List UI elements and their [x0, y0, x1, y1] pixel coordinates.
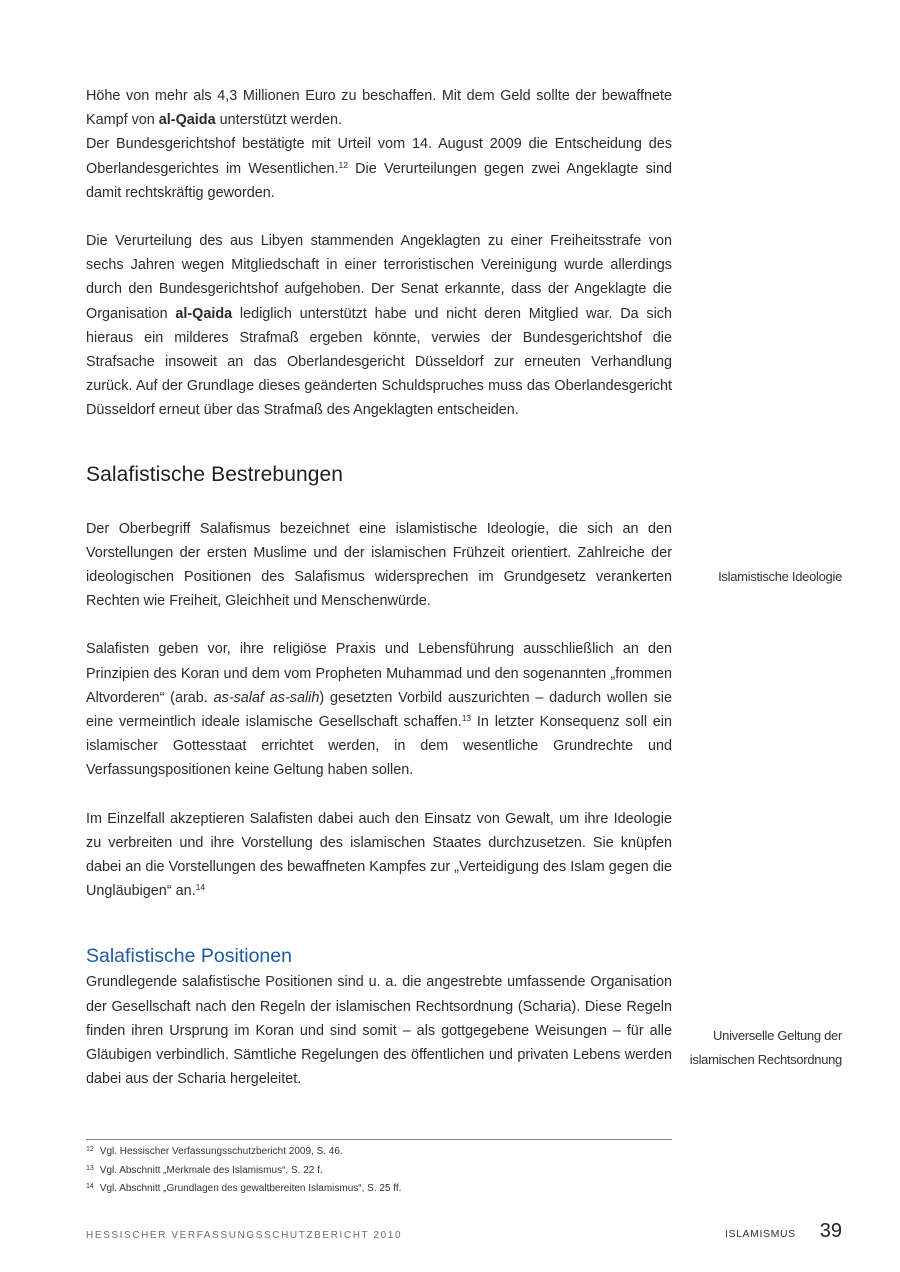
paragraph-salafist-practice: Salafisten geben vor, ihre religiöse Praxis und Lebensführung ausschließlich an den Prinzipien des Koran und dem vom Propheten Muhammad und den sogenannten „frommen Altvorderen“ (arab. as-salaf as-salih) gesetzten Vorbild auszurichten – dadurch wollen sie eine vermeintlich ideale islamische Gesellschaft schaffen.$^{13}$ In letzter Konsequenz soll ein islamischer Gottesstaat errichtet werden, in dem wesentliche Grundrechte und Verfassungspositionen keine Geltung haben sollen. [86, 641, 672, 779]
footnote-ref-12: 12 [338, 159, 348, 170]
footer-section-name: ISLAMISMUS [724, 1228, 796, 1240]
org-name-al-qaida: al-Qaida [158, 112, 216, 129]
margin-note-ideology: Islamistische Ideologie [718, 569, 842, 584]
footnote-ref-14: 14 [195, 882, 206, 893]
section-heading: Salafistische Bestrebungen [86, 462, 344, 486]
footer-page-info [725, 1220, 842, 1243]
paragraph-salafist-positions: Grundlegende salafistische Positionen sind u. a. die angestrebte umfassende Organisation der Gesellschaft nach den Regeln der islamischen Rechtsordnung (Scharia). Diese Regeln finden ihren Ursprung im Koran und sind somit – als gottgegebene Weisungen – für alle Gläubigen verbindlich. Sämtliche Regelungen des öffentlichen und privaten Lebens werden dabei aus der Scharia hergeleitet. [86, 974, 672, 1088]
footnote-ref-13: 13 [461, 713, 472, 724]
paragraph-funding: Höhe von mehr als 4,3 Millionen Euro zu beschaffen. Mit dem Geld sollte der bewaffnete Kampf von al-Qaida unterstützt werden. [86, 88, 672, 129]
footnote-item: $^{14}$ Vgl. Abschnitt „Grundlagen des gewaltbereiten Islamismus“, S. 25 ff. [86, 1183, 402, 1194]
subsection-heading: Salafistische Positionen [86, 945, 292, 968]
footer-publication-title: HESSISCHER VERFASSUNGSSCHUTZBERICHT 2010 [86, 1230, 403, 1241]
footnote-item: $^{12}$ Vgl. Hessischer Verfassungsschutzbericht 2009, S. 46. [86, 1146, 343, 1157]
main-text-column [86, 84, 672, 1092]
paragraph-salafism-definition: Der Oberbegriff Salafismus bezeichnet eine islamistische Ideologie, die sich an den Vorstellungen der ersten Muslime und der islamischen Frühzeit orientiert. Zahlreiche der ideologischen Positionen des Salafismus widersprechen im Grundgesetz verankerten Rechten wie Freiheit, Gleichheit und Menschenwürde. [86, 520, 672, 610]
margin-note-legal-order: Universelle Geltung der islamischen Rechtsordnung [689, 1028, 842, 1067]
paragraph-violence: Im Einzelfall akzeptieren Salafisten dabei auch den Einsatz von Gewalt, um ihre Ideologie zu verbreiten und ihre Vorstellung des islamischen Staates durchzusetzen. Sie knüpfen dabei an die Vorstellungen des bewaffneten Kampfes zur „Verteidigung des Islam gegen die Ungläubigen“ an.$^{14}$ [86, 810, 672, 900]
paragraph-bgh-ruling: Der Bundesgerichtshof bestätigte mit Urteil vom 14. August 2009 die Entscheidung des Oberlandesgerichtes im Wesentlichen.$^{12}$ Die Verurteilungen gegen zwei Angeklagte sind damit rechtskräftig geworden. [86, 136, 672, 201]
org-name-al-qaida: al-Qaida [175, 305, 233, 322]
footnote-item: $^{13}$ Vgl. Abschnitt „Merkmale des Islamismus“, S. 22 f. [86, 1164, 323, 1176]
paragraph-libyan-defendant: Die Verurteilung des aus Libyen stammenden Angeklagten zu einer Freiheitsstrafe von sechs Jahren wegen Mitgliedschaft in einer terroristischen Vereinigung wurde allerdings durch den Bundesgerichtshof aufgehoben. Der Senat erkannte, dass der Angeklagte die Organisation al-Qaida lediglich unterstützt habe und nicht deren Mitglied war. Da sich hieraus ein milderes Strafmaß ergeben könnte, verwies der Bundesgerichtshof die Strafsache insoweit an das Oberlandesgericht Düsseldorf zur erneuten Verhandlung zurück. Auf der Grundlage dieses geänderten Schuldspruches muss das Oberlandesgericht Düsseldorf erneut über das Strafmaß des Angeklagten entscheiden. [86, 233, 672, 419]
footnotes [86, 1142, 672, 1198]
arabic-term: as-salaf as-salih [213, 689, 320, 706]
footnote-divider [86, 1139, 672, 1140]
page-number: 39 [819, 1220, 842, 1242]
